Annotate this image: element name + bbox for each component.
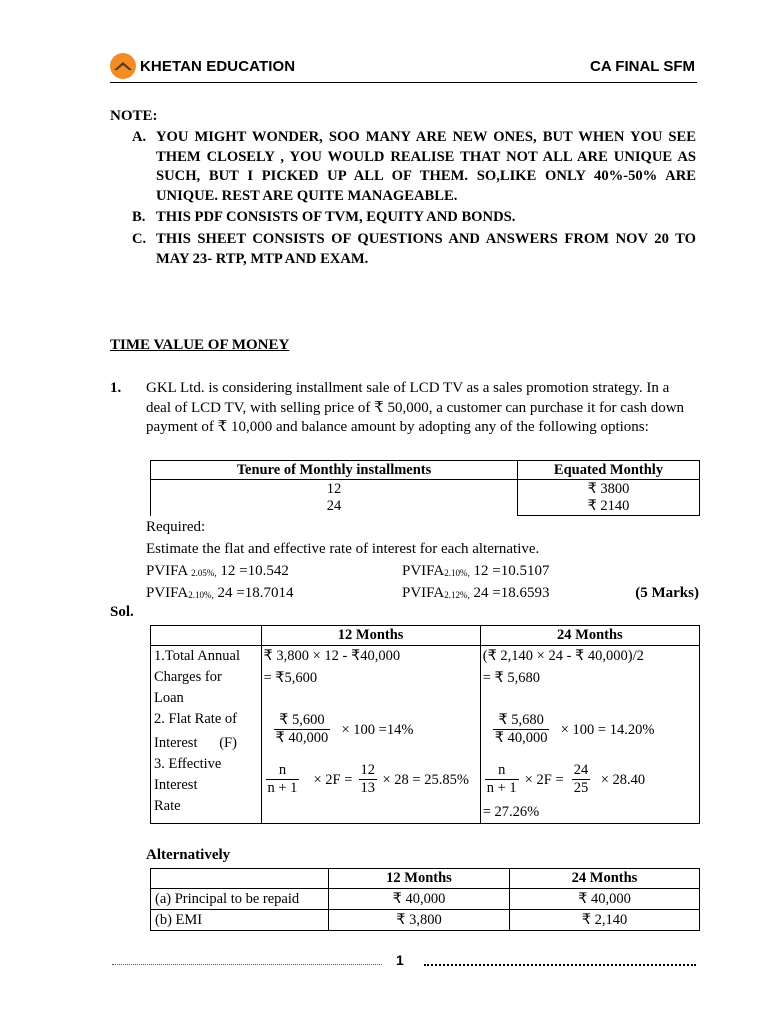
charges-formula: ₹ 3,800 × 12 - ₹40,000 xyxy=(263,648,401,664)
task-text: Estimate the flat and effective rate of interest for each alternative. xyxy=(146,541,540,557)
pvifa-value: PVIFA $_{2.05\%,}$ 12 =10.542 xyxy=(146,563,289,579)
footer-divider-left xyxy=(112,958,382,965)
table-cell: ₹ 40,000 xyxy=(329,889,510,910)
table-header: 12 Months xyxy=(329,869,510,889)
row-label: Rate xyxy=(154,798,181,814)
question-requirements xyxy=(146,516,701,604)
flat-rate-result: × 100 =14% xyxy=(341,722,414,738)
table-cell xyxy=(151,480,518,516)
table-header xyxy=(151,626,262,646)
effective-fraction-value: $\frac{12}{13}$ xyxy=(360,762,375,796)
solution-label: Sol. xyxy=(110,604,134,620)
effective-fraction-value: $\frac{24}{25}$ xyxy=(573,762,589,796)
flat-rate-fraction: $\frac{₹ 5,600}{₹ 40,000}$ xyxy=(275,712,329,746)
effective-result: × 28 = 25.85% xyxy=(382,772,469,788)
flat-rate-fraction: $\frac{₹ 5,680}{₹ 40,000}$ xyxy=(494,712,548,746)
note-item-text: YOU MIGHT WONDER, SOO MANY ARE NEW ONES, BUT WHEN YOU SEE THEM CLOSELY , YOU WOULD REALISE THAT NOT ALL ARE UNIQUE AS SUCH, BUT I PICKED UP ALL OF THEM. SO,LIKE ONLY 40%-50% ARE UNIQUE. REST ARE QUITE MANAGEABLE. xyxy=(156,129,696,204)
table-header: 24 Months xyxy=(510,869,700,889)
table-row xyxy=(151,646,700,824)
note-item-text: THIS SHEET CONSISTS OF QUESTIONS AND ANSWERS FROM NOV 20 TO MAY 23- RTP, MTP AND EXAM. xyxy=(156,230,696,267)
row-label: 3. Effective xyxy=(154,756,222,772)
alternatively-title: Alternatively xyxy=(146,847,231,863)
brand-name: KHETAN EDUCATION xyxy=(140,58,296,75)
note-item xyxy=(110,128,696,206)
required-label: Required: xyxy=(146,519,206,535)
tenure-value: 24 xyxy=(326,498,342,515)
charges-result: = ₹5,600 xyxy=(263,670,318,686)
emi-value: ₹ 2140 xyxy=(587,498,630,514)
solution-table xyxy=(150,625,700,824)
pvifa-value: $PVIFA_{2.10\%,}$ 24 =18.7014 xyxy=(146,585,294,601)
section-title: TIME VALUE OF MONEY xyxy=(110,337,290,353)
row-label: Interest (F) xyxy=(154,735,237,751)
note-item-text: THIS PDF CONSISTS OF TVM, EQUITY AND BONDS. xyxy=(156,209,516,226)
note-item-letter: B. xyxy=(132,209,146,226)
row-label: 1.Total Annual xyxy=(154,648,240,664)
note-list xyxy=(110,128,696,271)
months-12-cell xyxy=(261,646,480,824)
label-cell xyxy=(151,646,262,824)
pvifa-value: $PVIFA_{2.12\%,}$ 24 =18.6593 xyxy=(402,585,550,601)
row-label: Interest xyxy=(154,777,198,793)
course-name: CA FINAL SFM xyxy=(590,58,695,75)
alternatively-table xyxy=(150,868,700,931)
note-title: NOTE: xyxy=(110,108,158,124)
marks-label: (5 Marks) xyxy=(635,585,699,601)
effective-fraction-n: $\frac{n}{n + 1}$ xyxy=(486,762,517,796)
table-cell xyxy=(518,480,700,516)
table-cell: ₹ 3,800 xyxy=(329,910,510,931)
effective-fraction-n: $\frac{n}{n + 1}$ xyxy=(267,762,298,796)
table-header: 12 Months xyxy=(261,626,480,646)
table-row xyxy=(151,480,700,516)
flat-rate-result: × 100 = 14.20% xyxy=(560,722,655,738)
effective-mid: × 2F = xyxy=(524,772,564,788)
tenure-value: 12 xyxy=(326,481,342,498)
table-cell: ₹ 40,000 xyxy=(510,889,700,910)
table-row xyxy=(151,889,700,910)
pvifa-value: $PVIFA_{2.10\%,}$ 12 =10.5107 xyxy=(402,563,550,579)
installment-options-table xyxy=(150,460,700,516)
note-item-letter: C. xyxy=(132,230,147,247)
table-header: Tenure of Monthly installments xyxy=(151,461,518,480)
page-header xyxy=(110,52,697,83)
table-header: Equated Monthly xyxy=(518,461,700,480)
question-number: 1. xyxy=(110,380,122,396)
effective-mid: × 2F = xyxy=(313,772,353,788)
effective-final-result: = 27.26% xyxy=(482,804,540,820)
table-cell: (a) Principal to be repaid xyxy=(151,889,329,910)
row-label: Charges for xyxy=(154,669,222,685)
months-24-cell xyxy=(480,646,699,824)
question-text: GKL Ltd. is considering installment sale of LCD TV as a sales promotion strategy. In a deal of LCD TV, with selling price of ₹ 50,000, a customer can purchase it for cash down payment of ₹ 10,000 and balance amount by adopting any of the following options: xyxy=(146,380,685,436)
charges-formula: (₹ 2,140 × 24 - ₹ 40,000)/2 xyxy=(482,648,644,664)
effective-result: × 28.40 xyxy=(600,772,646,788)
charges-result: = ₹ 5,680 xyxy=(482,670,541,686)
row-label: 2. Flat Rate of xyxy=(154,711,237,727)
table-cell: (b) EMI xyxy=(151,910,329,931)
table-header: 24 Months xyxy=(480,626,699,646)
table-header xyxy=(151,869,329,889)
page-number: 1 xyxy=(396,952,404,968)
note-item xyxy=(110,208,696,228)
emi-value: ₹ 3800 xyxy=(587,481,630,497)
table-cell: ₹ 2,140 xyxy=(510,910,700,931)
table-row xyxy=(151,910,700,931)
note-item-letter: A. xyxy=(132,129,147,145)
khetan-logo-icon xyxy=(110,53,136,79)
note-item xyxy=(110,230,696,269)
row-label: Loan xyxy=(154,690,184,706)
footer-divider-right xyxy=(424,958,696,966)
